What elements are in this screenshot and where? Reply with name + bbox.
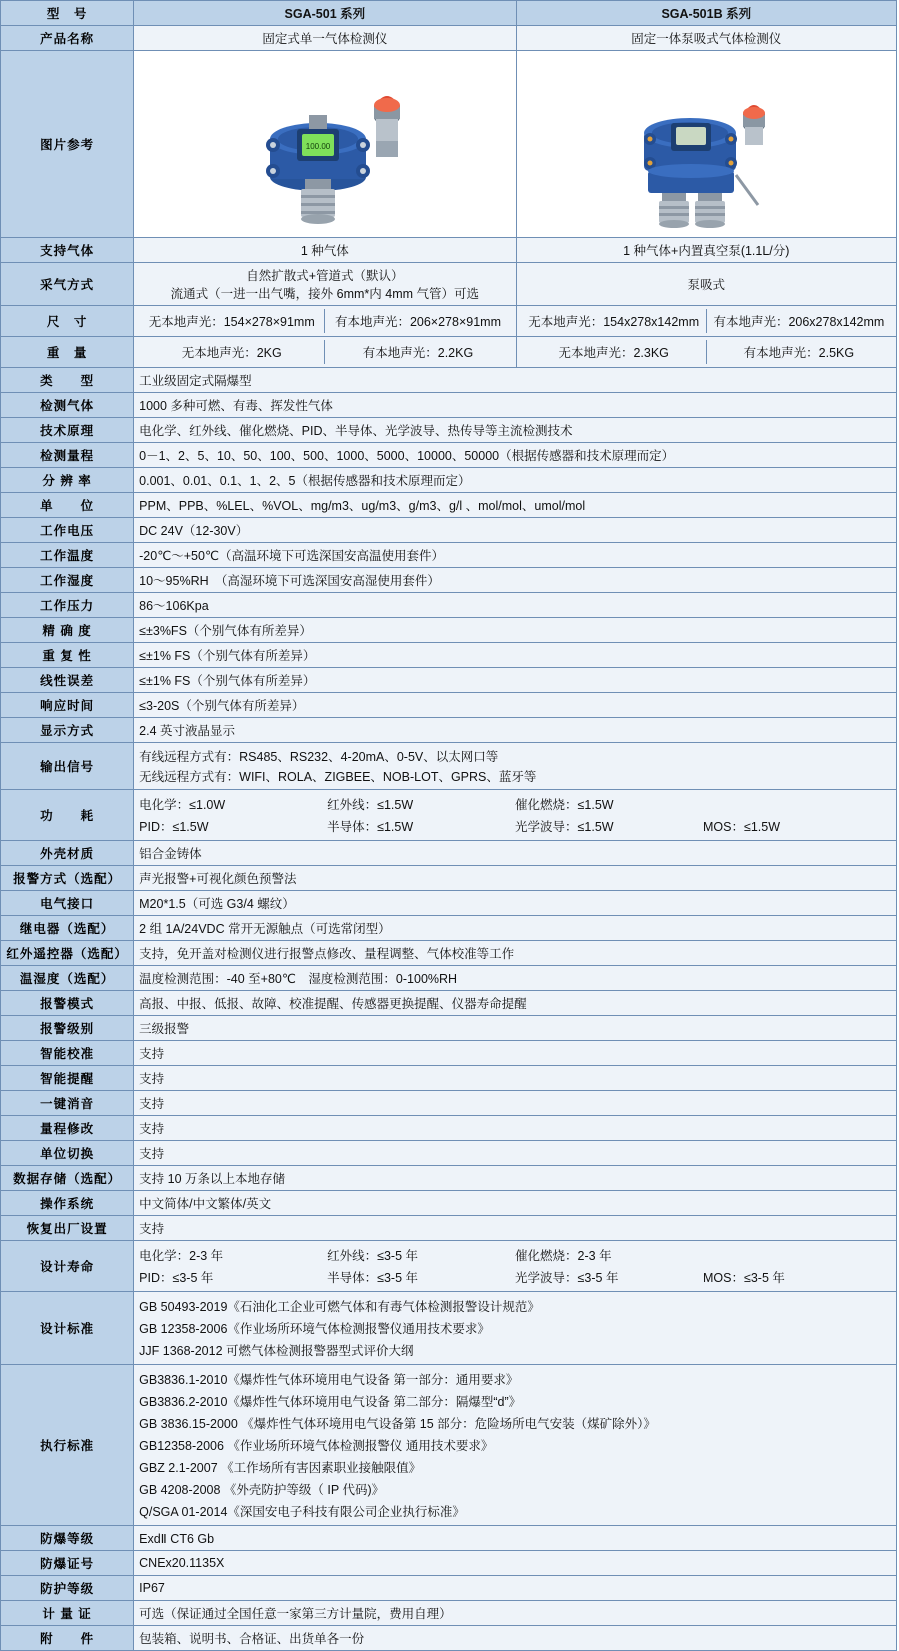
product-name-col2: 固定一体泵吸式气体检测仪 xyxy=(516,26,896,51)
alarm-level-value: 三级报警 xyxy=(134,1016,897,1041)
power-cell-3 xyxy=(703,793,891,815)
table-row-os xyxy=(1,1191,897,1216)
ip-grade-value: IP67 xyxy=(134,1576,897,1601)
table-row-type xyxy=(1,368,897,393)
table-row-storage xyxy=(1,1166,897,1191)
table-row-range xyxy=(1,443,897,468)
row-label-unit-switch: 单位切换 xyxy=(1,1141,134,1166)
life-cell-1: 红外线：≤3-5 年 xyxy=(327,1249,418,1263)
accuracy-value: ≤±3%FS（个别气体有所差异） xyxy=(134,618,897,643)
power-cell-4: PID：≤1.5W xyxy=(139,820,209,834)
table-row-accessory xyxy=(1,1626,897,1651)
unit-value: PPM、PPB、%LEL、%VOL、mg/m3、ug/m3、g/m3、g/l 、mol/mol、umol/mol xyxy=(134,493,897,518)
table-row-interface xyxy=(1,891,897,916)
row-label-interface: 电气接口 xyxy=(1,891,134,916)
row-label-design-standard: 设计标准 xyxy=(1,1292,134,1365)
svg-text:100.00: 100.00 xyxy=(305,142,331,151)
exec-standard-item-4: GBZ 2.1-2007 《工作场所有害因素职业接触限值》 xyxy=(139,1461,422,1475)
unit-switch-value: 支持 xyxy=(134,1141,897,1166)
work-temp-value: -20℃～+50℃（高温环境下可选深国安高温使用套件） xyxy=(134,543,897,568)
output-line-wired: 有线远程方式有：RS485、RS232、4-20mA、0-5V、以太网口等 xyxy=(139,750,499,764)
temp-humi-value: 温度检测范围：-40 至+80℃ 湿度检测范围：0-100%RH xyxy=(134,966,897,991)
model-col2-header: SGA-501B 系列 xyxy=(516,1,896,26)
table-row-ip-grade xyxy=(1,1576,897,1601)
row-label-voltage: 工作电压 xyxy=(1,518,134,543)
row-label-principle: 技术原理 xyxy=(1,418,134,443)
table-row-meter-cert xyxy=(1,1601,897,1626)
support-gas-col1: 1 种气体 xyxy=(134,238,516,263)
support-gas-col2: 1 种气体+内置真空泵(1.1L/分) xyxy=(516,238,896,263)
storage-value: 支持 10 万条以上本地存储 xyxy=(134,1166,897,1191)
ex-cert-value: CNEx20.1135X xyxy=(134,1551,897,1576)
size-col1 xyxy=(134,306,516,337)
weight-col1-b: 有本地声光：2.2KG xyxy=(324,340,510,364)
smart-cal-value: 支持 xyxy=(134,1041,897,1066)
design-standard-item-0: GB 50493-2019《石油化工企业可燃气体和有毒气体检测报警设计规范》 xyxy=(139,1300,540,1314)
table-row-display xyxy=(1,718,897,743)
row-label-temp-humi: 温湿度（选配） xyxy=(1,966,134,991)
design-life-value xyxy=(134,1241,897,1292)
device-svg-501 xyxy=(205,55,445,230)
alarm-way-value: 声光报警+可视化颜色预警法 xyxy=(134,866,897,891)
row-label-reset: 恢复出厂设置 xyxy=(1,1216,134,1241)
exec-standard-item-0: GB3836.1-2010《爆炸性气体环境用电气设备 第一部分：通用要求》 xyxy=(139,1373,519,1387)
table-row-smart-cal xyxy=(1,1041,897,1066)
row-label-smart-remind: 智能提醒 xyxy=(1,1066,134,1091)
exec-standard-item-2: GB 3836.15-2000 《爆炸性气体环境用电气设备第 15 部分：危险场所电气安装（煤矿除外）》 xyxy=(139,1417,656,1431)
row-label-accessory: 附 件 xyxy=(1,1626,134,1651)
row-label-linearity: 线性误差 xyxy=(1,668,134,693)
work-humidity-value: 10～95%RH （高湿环境下可选深国安高湿使用套件） xyxy=(134,568,897,593)
row-label-range: 检测量程 xyxy=(1,443,134,468)
table-row-repeatability xyxy=(1,643,897,668)
table-row-work-pressure xyxy=(1,593,897,618)
resolution-value: 0.001、0.01、0.1、1、2、5（根据传感器和技术原理而定） xyxy=(134,468,897,493)
table-row-detect-gas xyxy=(1,393,897,418)
table-row-relay xyxy=(1,916,897,941)
weight-col1 xyxy=(134,337,516,368)
exec-standard-item-3: GB12358-2006 《作业场所环境气体检测报警仪 通用技术要求》 xyxy=(139,1439,494,1453)
meter-cert-value: 可选（保证通过全国任意一家第三方计量院，费用自理） xyxy=(134,1601,897,1626)
display-value: 2.4 英寸液晶显示 xyxy=(134,718,897,743)
row-label-output: 输出信号 xyxy=(1,743,134,790)
response-time-value: ≤3-20S（个别气体有所差异） xyxy=(134,693,897,718)
sampling-col1-line2: 流通式（一进一出气嘴，接外 6mm*内 4mm 气管）可选 xyxy=(170,287,480,301)
table-row-range-edit xyxy=(1,1116,897,1141)
table-row-voltage xyxy=(1,518,897,543)
row-label-exec-standard: 执行标准 xyxy=(1,1365,134,1526)
row-label-alarm-mode: 报警模式 xyxy=(1,991,134,1016)
row-label-product-name: 产品名称 xyxy=(1,26,134,51)
output-value xyxy=(134,743,897,790)
row-label-unit: 单 位 xyxy=(1,493,134,518)
row-label-repeatability: 重 复 性 xyxy=(1,643,134,668)
sampling-col1-line1: 自然扩散式+管道式（默认） xyxy=(246,269,404,283)
row-label-smart-cal: 智能校准 xyxy=(1,1041,134,1066)
table-row-unit-switch xyxy=(1,1141,897,1166)
table-row-design-life xyxy=(1,1241,897,1292)
table-row-alarm-way xyxy=(1,866,897,891)
table-row-mute xyxy=(1,1091,897,1116)
table-row-accuracy xyxy=(1,618,897,643)
weight-col1-a: 无本地声光：2KG xyxy=(181,346,282,360)
reset-value: 支持 xyxy=(134,1216,897,1241)
row-label-support-gas: 支持气体 xyxy=(1,238,134,263)
power-cell-5: 半导体：≤1.5W xyxy=(327,820,414,834)
table-row-sampling xyxy=(1,263,897,306)
relay-value: 2 组 1A/24VDC 常开无源触点（可选常闭型） xyxy=(134,916,897,941)
row-label-work-humidity: 工作湿度 xyxy=(1,568,134,593)
row-label-ex-grade: 防爆等级 xyxy=(1,1526,134,1551)
power-value xyxy=(134,790,897,841)
table-row-principle xyxy=(1,418,897,443)
product-name-col1: 固定式单一气体检测仪 xyxy=(134,26,516,51)
type-value: 工业级固定式隔爆型 xyxy=(134,368,897,393)
remote-value: 支持，免开盖对检测仪进行报警点修改、量程调整、气体校准等工作 xyxy=(134,941,897,966)
detect-gas-value: 1000 多种可燃、有毒、挥发性气体 xyxy=(134,393,897,418)
table-row-alarm-mode xyxy=(1,991,897,1016)
table-row-reset xyxy=(1,1216,897,1241)
exec-standard-value xyxy=(134,1365,897,1526)
life-cell-0: 电化学：2-3 年 xyxy=(139,1249,224,1263)
table-row-design-standard xyxy=(1,1292,897,1365)
row-label-size: 尺 寸 xyxy=(1,306,134,337)
table-row-output xyxy=(1,743,897,790)
row-label-sampling: 采气方式 xyxy=(1,263,134,306)
interface-value: M20*1.5（可选 G3/4 螺纹） xyxy=(134,891,897,916)
table-row-size xyxy=(1,306,897,337)
row-label-ip-grade: 防护等级 xyxy=(1,1576,134,1601)
life-cell-4: PID：≤3-5 年 xyxy=(139,1271,214,1285)
row-label-weight: 重 量 xyxy=(1,337,134,368)
row-label-range-edit: 量程修改 xyxy=(1,1116,134,1141)
exec-standard-item-5: GB 4208-2008 《外壳防护等级（ IP 代码)》 xyxy=(139,1483,385,1497)
life-cell-6: 光学波导：≤3-5 年 xyxy=(515,1271,619,1285)
row-label-resolution: 分 辨 率 xyxy=(1,468,134,493)
row-label-display: 显示方式 xyxy=(1,718,134,743)
table-row-shell xyxy=(1,841,897,866)
exec-standard-item-6: Q/SGA 01-2014《深国安电子科技有限公司企业执行标准》 xyxy=(139,1505,465,1519)
row-label-accuracy: 精 确 度 xyxy=(1,618,134,643)
device-illustration-wall-mount xyxy=(205,55,445,230)
table-row-ex-cert xyxy=(1,1551,897,1576)
table-row-resolution xyxy=(1,468,897,493)
table-row-ex-grade xyxy=(1,1526,897,1551)
table-row-temp-humi xyxy=(1,966,897,991)
table-row-remote xyxy=(1,941,897,966)
table-row-product-name xyxy=(1,26,897,51)
exec-standard-item-1: GB3836.2-2010《爆炸性气体环境用电气设备 第二部分：隔爆型“d”》 xyxy=(139,1395,522,1409)
os-value: 中文简体/中文繁体/英文 xyxy=(134,1191,897,1216)
mute-value: 支持 xyxy=(134,1091,897,1116)
size-col1-b: 有本地声光：206×278×91mm xyxy=(324,309,510,333)
power-cell-7: MOS：≤1.5W xyxy=(703,820,781,834)
size-col2-b: 有本地声光：206x278x142mm xyxy=(706,309,891,333)
sampling-col1 xyxy=(134,263,516,306)
row-label-detect-gas: 检测气体 xyxy=(1,393,134,418)
model-col1-header: SGA-501 系列 xyxy=(134,1,516,26)
linearity-value: ≤±1% FS（个别气体有所差异） xyxy=(134,668,897,693)
row-label-storage: 数据存储（选配） xyxy=(1,1166,134,1191)
sampling-col2: 泵吸式 xyxy=(516,263,896,306)
product-image-col2 xyxy=(516,51,896,238)
repeatability-value: ≤±1% FS（个别气体有所差异） xyxy=(134,643,897,668)
row-label-design-life: 设计寿命 xyxy=(1,1241,134,1292)
row-label-remote: 红外遥控器（选配） xyxy=(1,941,134,966)
row-label-model: 型 号 xyxy=(1,1,134,26)
design-standard-value xyxy=(134,1292,897,1365)
device-illustration-pump xyxy=(586,55,826,230)
table-row-image-ref xyxy=(1,51,897,238)
weight-col2 xyxy=(516,337,896,368)
range-edit-value: 支持 xyxy=(134,1116,897,1141)
output-line-wireless: 无线远程方式有：WIFI、ROLA、ZIGBEE、NOB-LOT、GPRS、蓝牙等 xyxy=(139,770,537,784)
table-row-weight xyxy=(1,337,897,368)
table-row-work-humidity xyxy=(1,568,897,593)
table-row-work-temp xyxy=(1,543,897,568)
size-col2-a: 无本地声光：154x278x142mm xyxy=(528,315,700,329)
accessory-value: 包装箱、说明书、合格证、出货单各一份 xyxy=(134,1626,897,1651)
shell-value: 铝合金铸体 xyxy=(134,841,897,866)
table-row-model xyxy=(1,1,897,26)
table-row-unit xyxy=(1,493,897,518)
size-col2 xyxy=(516,306,896,337)
size-col1-a: 无本地声光：154×278×91mm xyxy=(148,315,315,329)
table-row-alarm-level xyxy=(1,1016,897,1041)
table-row-support-gas xyxy=(1,238,897,263)
table-row-smart-remind xyxy=(1,1066,897,1091)
table-row-exec-standard xyxy=(1,1365,897,1526)
row-label-power: 功 耗 xyxy=(1,790,134,841)
smart-remind-value: 支持 xyxy=(134,1066,897,1091)
design-standard-item-1: GB 12358-2006《作业场所环境气体检测报警仪通用技术要求》 xyxy=(139,1322,490,1336)
principle-value: 电化学、红外线、催化燃烧、PID、半导体、光学波导、热传导等主流检测技术 xyxy=(134,418,897,443)
power-cell-0: 电化学：≤1.0W xyxy=(139,798,226,812)
power-cell-6: 光学波导：≤1.5W xyxy=(515,820,614,834)
device-svg-501b xyxy=(586,55,826,230)
table-row-power xyxy=(1,790,897,841)
row-label-work-temp: 工作温度 xyxy=(1,543,134,568)
ex-grade-value: ExdⅡ CT6 Gb xyxy=(134,1526,897,1551)
voltage-value: DC 24V（12-30V） xyxy=(134,518,897,543)
work-pressure-value: 86～106Kpa xyxy=(134,593,897,618)
weight-col2-a: 无本地声光：2.3KG xyxy=(558,346,669,360)
table-row-linearity xyxy=(1,668,897,693)
life-cell-3 xyxy=(703,1244,891,1266)
life-cell-7: MOS：≤3-5 年 xyxy=(703,1271,785,1285)
row-label-alarm-way: 报警方式（选配） xyxy=(1,866,134,891)
life-cell-5: 半导体：≤3-5 年 xyxy=(327,1271,418,1285)
row-label-shell: 外壳材质 xyxy=(1,841,134,866)
alarm-mode-value: 高报、中报、低报、故障、校准提醒、传感器更换提醒、仪器寿命提醒 xyxy=(134,991,897,1016)
row-label-meter-cert: 计 量 证 xyxy=(1,1601,134,1626)
row-label-relay: 继电器（选配） xyxy=(1,916,134,941)
row-label-image-ref: 图片参考 xyxy=(1,51,134,238)
weight-col2-b: 有本地声光：2.5KG xyxy=(706,340,891,364)
design-standard-item-2: JJF 1368-2012 可燃气体检测报警器型式评价大纲 xyxy=(139,1344,414,1358)
row-label-alarm-level: 报警级别 xyxy=(1,1016,134,1041)
row-label-os: 操作系统 xyxy=(1,1191,134,1216)
life-cell-2: 催化燃烧：2-3 年 xyxy=(515,1249,612,1263)
row-label-type: 类 型 xyxy=(1,368,134,393)
row-label-work-pressure: 工作压力 xyxy=(1,593,134,618)
table-row-response-time xyxy=(1,693,897,718)
range-value: 0－1、2、5、10、50、100、500、1000、5000、10000、50000（根据传感器和技术原理而定） xyxy=(134,443,897,468)
power-cell-2: 催化燃烧：≤1.5W xyxy=(515,798,614,812)
product-image-col1 xyxy=(134,51,516,238)
row-label-response-time: 响应时间 xyxy=(1,693,134,718)
row-label-ex-cert: 防爆证号 xyxy=(1,1551,134,1576)
power-cell-1: 红外线：≤1.5W xyxy=(327,798,414,812)
row-label-mute: 一键消音 xyxy=(1,1091,134,1116)
